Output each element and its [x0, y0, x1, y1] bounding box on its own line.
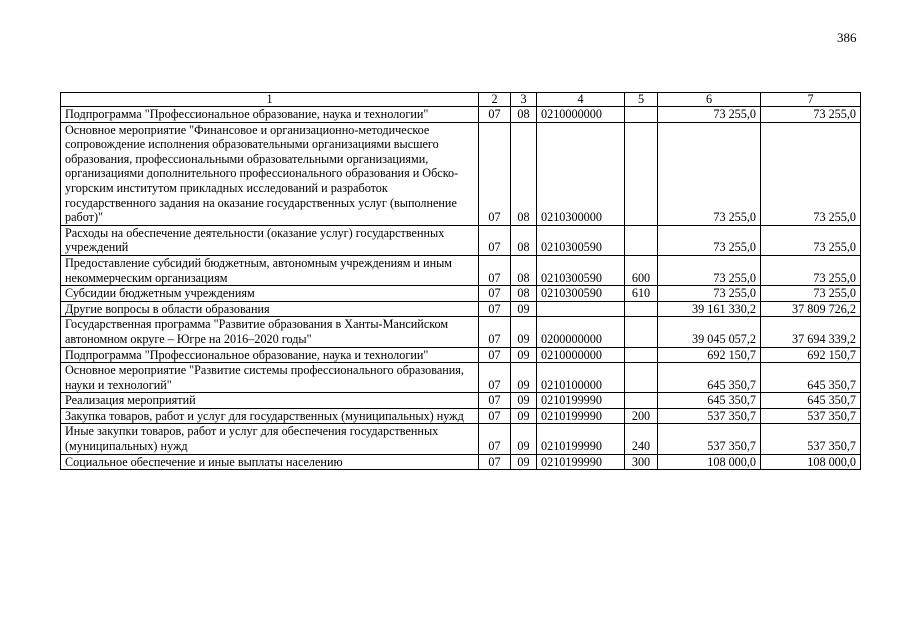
amount-col6: 73 255,0 [658, 255, 761, 285]
target-article-code: 0210300590 [537, 225, 625, 255]
amount-col6: 73 255,0 [658, 286, 761, 302]
table-row [61, 225, 861, 255]
row-name: Предоставление субсидий бюджетным, автономным учреждениям и иным некоммерческим организациям [61, 255, 479, 285]
budget-table [60, 92, 861, 470]
table-row [61, 122, 861, 225]
row-name: Подпрограмма "Профессиональное образование, наука и технологии" [61, 107, 479, 123]
section-code: 07 [479, 301, 511, 317]
column-header-5: 5 [625, 93, 658, 107]
table-row [61, 424, 861, 454]
table-row [61, 317, 861, 347]
expense-type-code: 600 [625, 255, 658, 285]
target-article-code: 0210300590 [537, 286, 625, 302]
expense-type-code [625, 363, 658, 393]
section-code: 07 [479, 408, 511, 424]
column-header-2: 2 [479, 93, 511, 107]
page-number: 386 [837, 30, 857, 45]
target-article-code: 0210100000 [537, 363, 625, 393]
section-code: 07 [479, 286, 511, 302]
table-row [61, 408, 861, 424]
column-header-7: 7 [761, 93, 861, 107]
amount-col7: 537 350,7 [761, 424, 861, 454]
amount-col7: 73 255,0 [761, 122, 861, 225]
column-header-1: 1 [61, 93, 479, 107]
amount-col6: 537 350,7 [658, 424, 761, 454]
target-article-code: 0210199990 [537, 408, 625, 424]
section-code: 07 [479, 107, 511, 123]
subsection-code: 08 [511, 286, 537, 302]
amount-col6: 39 045 057,2 [658, 317, 761, 347]
amount-col6: 645 350,7 [658, 363, 761, 393]
expense-type-code: 610 [625, 286, 658, 302]
row-name: Основное мероприятие "Финансовое и организационно-методическое сопровождение исполнения образовательными организациями высшего образования, профессиональными образовательными организациями, организациями дополнительного профессионального образования и Обско-угорским институтом прикладных исследований и разработок государственного задания на оказание государственных услуг (выполнение работ)" [61, 122, 479, 225]
subsection-code: 09 [511, 408, 537, 424]
target-article-code: 0210199990 [537, 393, 625, 409]
row-name: Реализация мероприятий [61, 393, 479, 409]
amount-col6: 73 255,0 [658, 107, 761, 123]
row-name: Подпрограмма "Профессиональное образование, наука и технологии" [61, 347, 479, 363]
row-name: Государственная программа "Развитие образования в Ханты-Мансийском автономном округе – Югре на 2016–2020 годы" [61, 317, 479, 347]
amount-col7: 537 350,7 [761, 408, 861, 424]
section-code: 07 [479, 363, 511, 393]
column-header-3: 3 [511, 93, 537, 107]
row-name: Субсидии бюджетным учреждениям [61, 286, 479, 302]
amount-col7: 73 255,0 [761, 225, 861, 255]
subsection-code: 09 [511, 317, 537, 347]
amount-col6: 537 350,7 [658, 408, 761, 424]
subsection-code: 08 [511, 107, 537, 123]
row-name: Другие вопросы в области образования [61, 301, 479, 317]
amount-col7: 73 255,0 [761, 107, 861, 123]
target-article-code: 0210199990 [537, 454, 625, 470]
table-row [61, 301, 861, 317]
subsection-code: 08 [511, 122, 537, 225]
target-article-code: 0210000000 [537, 347, 625, 363]
subsection-code: 09 [511, 347, 537, 363]
subsection-code: 09 [511, 393, 537, 409]
table-row [61, 454, 861, 470]
section-code: 07 [479, 424, 511, 454]
expense-type-code [625, 107, 658, 123]
section-code: 07 [479, 122, 511, 225]
expense-type-code: 240 [625, 424, 658, 454]
table-row [61, 107, 861, 123]
table-row [61, 393, 861, 409]
target-article-code: 0200000000 [537, 317, 625, 347]
amount-col7: 645 350,7 [761, 363, 861, 393]
target-article-code [537, 301, 625, 317]
row-name: Иные закупки товаров, работ и услуг для обеспечения государственных (муниципальных) нужд [61, 424, 479, 454]
row-name: Закупка товаров, работ и услуг для государственных (муниципальных) нужд [61, 408, 479, 424]
table-header [61, 93, 861, 107]
section-code: 07 [479, 347, 511, 363]
table-row [61, 363, 861, 393]
amount-col7: 73 255,0 [761, 255, 861, 285]
section-code: 07 [479, 225, 511, 255]
table-row [61, 286, 861, 302]
expense-type-code [625, 347, 658, 363]
target-article-code: 0210300590 [537, 255, 625, 285]
table-row [61, 255, 861, 285]
subsection-code: 09 [511, 363, 537, 393]
amount-col6: 73 255,0 [658, 225, 761, 255]
target-article-code: 0210300000 [537, 122, 625, 225]
section-code: 07 [479, 317, 511, 347]
amount-col6: 73 255,0 [658, 122, 761, 225]
row-name: Социальное обеспечение и иные выплаты населению [61, 454, 479, 470]
amount-col7: 37 694 339,2 [761, 317, 861, 347]
section-code: 07 [479, 393, 511, 409]
subsection-code: 09 [511, 301, 537, 317]
amount-col7: 37 809 726,2 [761, 301, 861, 317]
table-row [61, 347, 861, 363]
subsection-code: 09 [511, 454, 537, 470]
expense-type-code [625, 393, 658, 409]
row-name: Расходы на обеспечение деятельности (оказание услуг) государственных учреждений [61, 225, 479, 255]
amount-col6: 108 000,0 [658, 454, 761, 470]
expense-type-code: 200 [625, 408, 658, 424]
section-code: 07 [479, 255, 511, 285]
subsection-code: 09 [511, 424, 537, 454]
amount-col7: 692 150,7 [761, 347, 861, 363]
amount-col7: 645 350,7 [761, 393, 861, 409]
row-name: Основное мероприятие "Развитие системы профессионального образования, науки и технологий" [61, 363, 479, 393]
column-header-6: 6 [658, 93, 761, 107]
amount-col6: 39 161 330,2 [658, 301, 761, 317]
section-code: 07 [479, 454, 511, 470]
expense-type-code [625, 301, 658, 317]
table-body [61, 107, 861, 470]
target-article-code: 0210000000 [537, 107, 625, 123]
subsection-code: 08 [511, 255, 537, 285]
expense-type-code [625, 122, 658, 225]
subsection-code: 08 [511, 225, 537, 255]
amount-col6: 645 350,7 [658, 393, 761, 409]
amount-col7: 73 255,0 [761, 286, 861, 302]
expense-type-code: 300 [625, 454, 658, 470]
column-header-4: 4 [537, 93, 625, 107]
expense-type-code [625, 317, 658, 347]
expense-type-code [625, 225, 658, 255]
amount-col7: 108 000,0 [761, 454, 861, 470]
amount-col6: 692 150,7 [658, 347, 761, 363]
target-article-code: 0210199990 [537, 424, 625, 454]
header-row [61, 93, 861, 107]
